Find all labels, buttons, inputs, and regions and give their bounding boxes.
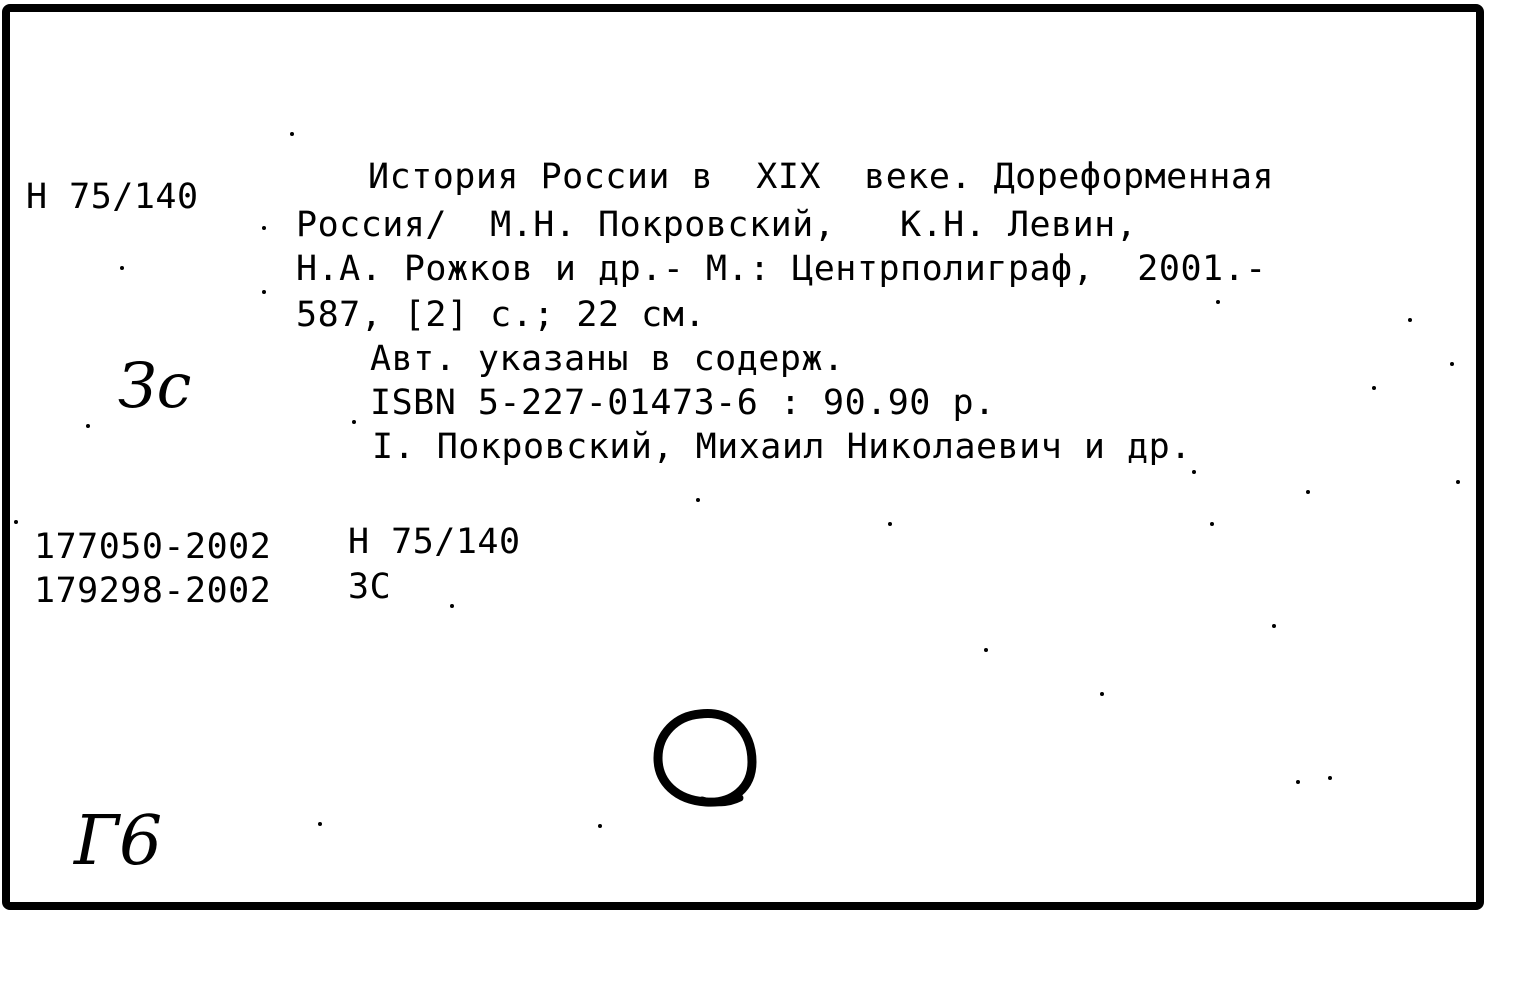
holding-location-1: Н 75/140 xyxy=(348,522,521,562)
title-line-3: Н.А. Рожков и др.- М.: Центрполиграф, 2001.- xyxy=(296,249,1267,289)
shelfmark: Н 75/140 xyxy=(26,177,199,217)
speck xyxy=(120,266,124,270)
title-line-1: История России в XIX веке. Дореформенная xyxy=(368,157,1275,197)
speck xyxy=(1328,776,1332,780)
speck xyxy=(262,290,266,294)
speck xyxy=(1210,522,1214,526)
speck xyxy=(450,604,454,608)
note-authors: Авт. указаны в содерж. xyxy=(370,339,845,379)
title-line-4: 587, [2] с.; 22 см. xyxy=(296,295,706,335)
speck xyxy=(888,522,892,526)
holding-number-2: 179298-2002 xyxy=(34,571,272,611)
handwritten-location-mark: Зс xyxy=(118,349,192,422)
speck xyxy=(1192,470,1196,474)
speck xyxy=(696,498,700,502)
speck xyxy=(352,420,356,424)
speck xyxy=(1216,300,1220,304)
speck xyxy=(262,226,266,230)
speck xyxy=(86,424,90,428)
holding-location-2: ЗС xyxy=(348,567,392,607)
speck xyxy=(1100,692,1104,696)
speck xyxy=(1450,362,1454,366)
speck xyxy=(14,520,18,524)
speck xyxy=(1272,624,1276,628)
speck xyxy=(1456,480,1460,484)
note-isbn: ISBN 5-227-01473-6 : 90.90 р. xyxy=(370,383,996,423)
speck xyxy=(1306,490,1310,494)
note-tracing: I. Покровский, Михаил Николаевич и др. xyxy=(372,427,1192,467)
speck xyxy=(598,824,602,828)
title-line-2: Россия/ М.Н. Покровский, К.Н. Левин, xyxy=(296,205,1138,245)
speck xyxy=(318,822,322,826)
handwritten-corner-mark: Г6 xyxy=(74,802,163,881)
holding-number-1: 177050-2002 xyxy=(34,527,272,567)
speck xyxy=(290,132,294,136)
speck xyxy=(984,648,988,652)
speck xyxy=(1296,780,1300,784)
speck xyxy=(1372,386,1376,390)
circle-stamp-icon xyxy=(640,700,770,830)
speck xyxy=(1408,318,1412,322)
